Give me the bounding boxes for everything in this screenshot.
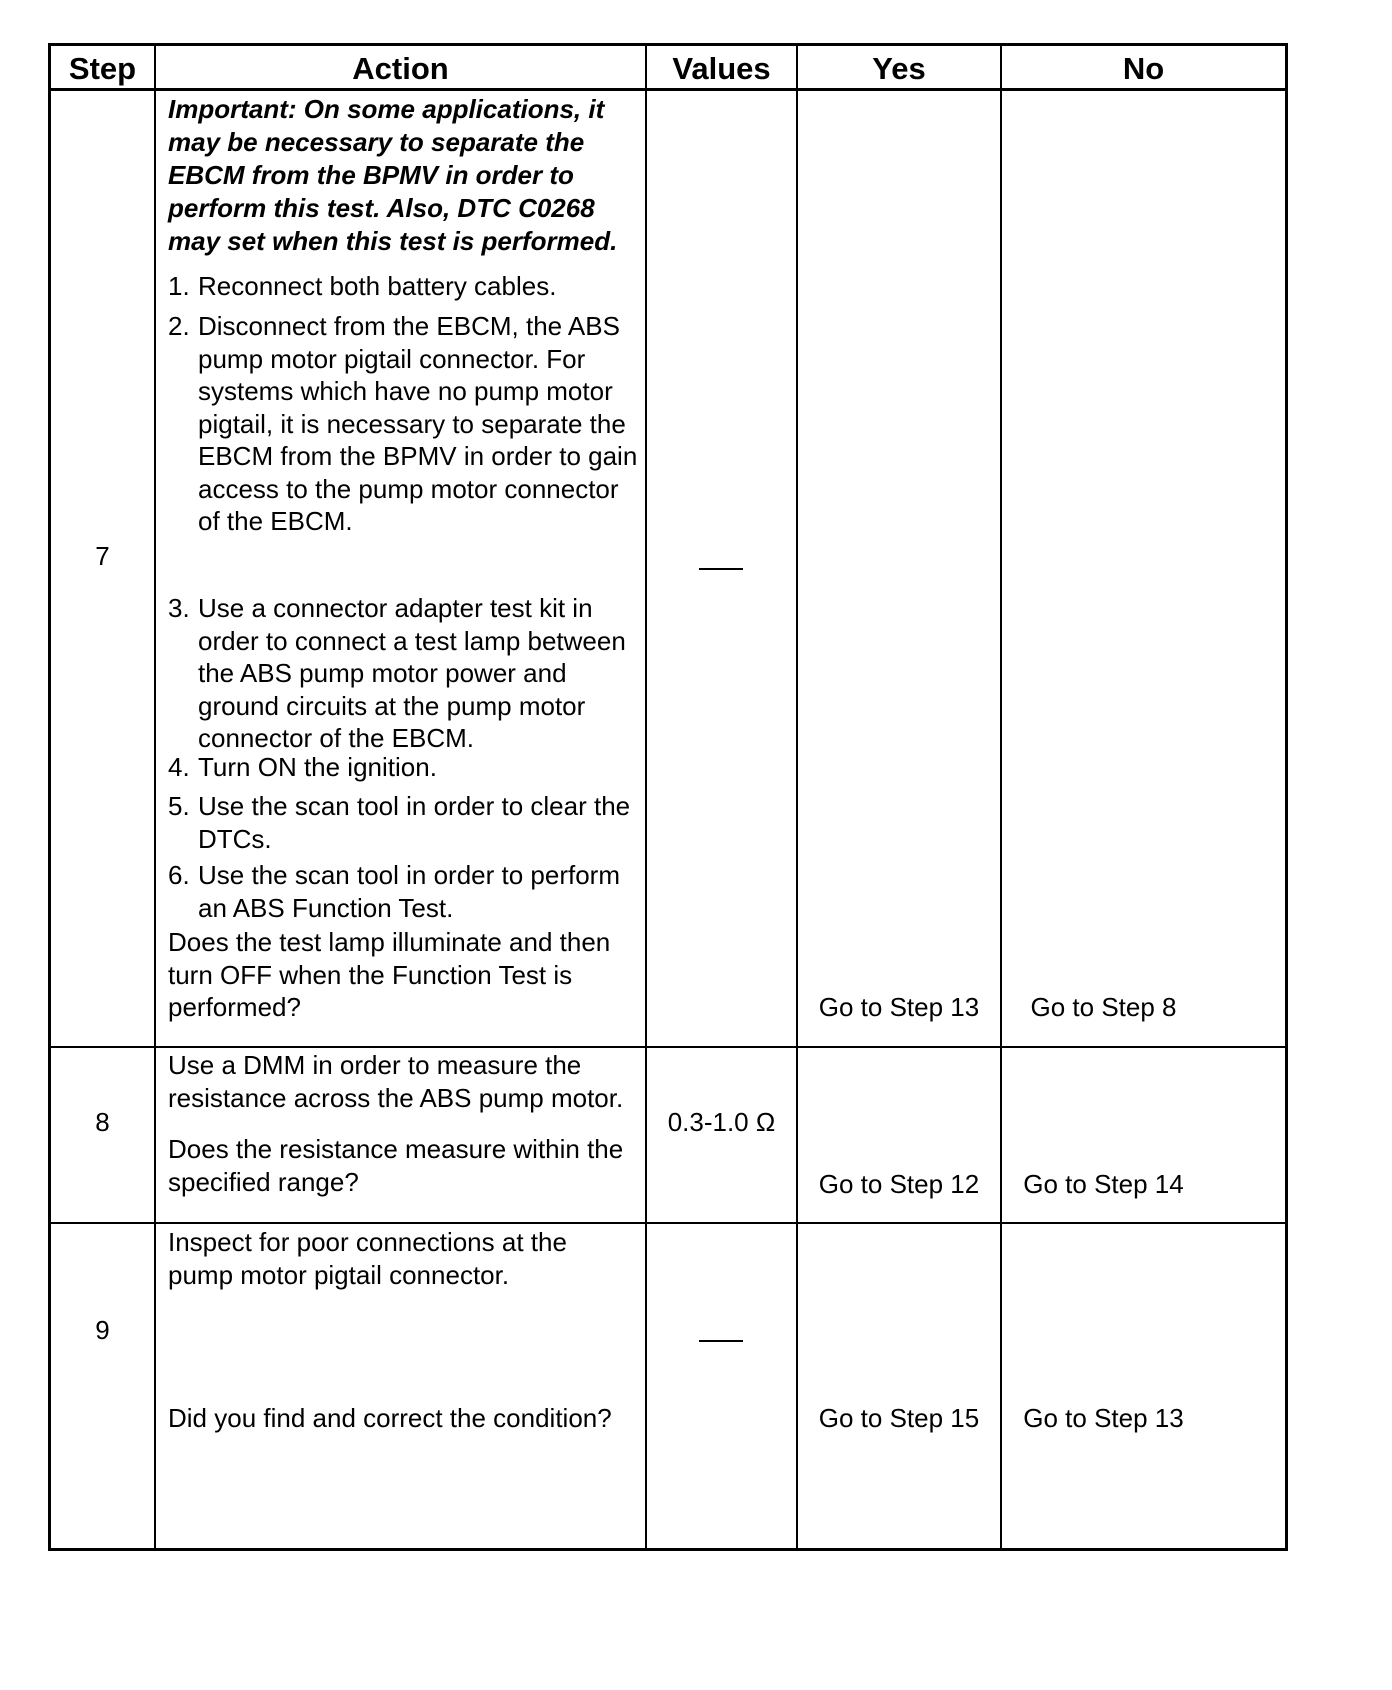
- list-item-line: EBCM from the BPMV in order to gain: [198, 441, 638, 471]
- important-line: may be necessary to separate the: [168, 127, 585, 157]
- important-line: EBCM from the BPMV in order to: [168, 160, 574, 190]
- step-number: 8: [95, 1107, 110, 1137]
- column-divider: [796, 46, 798, 1548]
- column-divider: [645, 46, 647, 1548]
- header-action: Action: [352, 51, 449, 86]
- yes-go-to-step: Go to Step 15: [818, 1403, 980, 1433]
- no-go-to-step: Go to Step 13: [1023, 1403, 1184, 1433]
- no-go-to-step: Go to Step 14: [1023, 1169, 1184, 1199]
- question-text: Does the test lamp illuminate and then turn OFF when the Function Test is performed?: [168, 927, 611, 1022]
- diagnostic-table: Step Action Values Yes No 7 Important: On some applications, it may be necessary to separate the EBCM from the BPMV in order to perform this test. Also, DTC C0268 may set when this test is performed. 1. Reconnect both battery cables. 2. Disconnect from the EBCM, the ABS pump motor pigtail connector. For systems which have no pump motor pigtail, it is necessary to separate the EBCM from the BPMV in order to gain access to the pump motor connector of the EBCM. 3. Use a connector adapter test kit in order to connect a test lamp between the ABS pump motor power and ground circuits at the pump motor connector of the EBCM. 4. Turn ON the ignition. 5. Use the scan tool in order to clear the DTCs. 6. Use the scan tool in order to perform an ABS Function Test. Does the test lamp illuminate and then turn OFF when the Function Test is performed? Go to Step 13 Go to Step 8 8 Use a DMM in order to measure the resistance across the ABS pump motor. Does the resistance measure within the specified range? 0.3-1.0 Ω Go to Step 12 Go to Step 14 9 Inspect for poor connections at the pump motor pigtail connector. Did you find and correct the condition? Go to Step 15 Go to Step 13: [48, 43, 1288, 1551]
- step-number: 7: [95, 541, 110, 571]
- row-divider: [51, 1222, 1285, 1224]
- important-note: [168, 93, 617, 258]
- yes-go-to-step: Go to Step 12: [818, 1169, 980, 1199]
- no-go-to-step: Go to Step 8: [1030, 992, 1177, 1022]
- important-line: may set when this test is performed.: [168, 226, 618, 256]
- action-text: Inspect for poor connections at the pump motor pigtail connector.: [168, 1227, 567, 1290]
- list-item-line: Use the scan tool in order to clear the: [198, 791, 631, 821]
- header-no: No: [1122, 51, 1165, 86]
- list-item-line: Turn ON the ignition.: [198, 752, 437, 782]
- values-empty-dash: [699, 568, 743, 570]
- list-item-line: systems which have no pump motor: [198, 376, 613, 406]
- column-divider: [154, 46, 156, 1548]
- list-item-line: of the EBCM.: [198, 506, 353, 536]
- question-text: Does the resistance measure within the specified range?: [168, 1134, 624, 1197]
- column-divider: [1000, 46, 1002, 1548]
- list-item-line: pigtail, it is necessary to separate the: [198, 408, 626, 439]
- list-item-line: ground circuits at the pump motor: [198, 690, 586, 721]
- header-divider: [51, 88, 1285, 91]
- header-values: Values: [672, 51, 771, 86]
- list-item-line: Use the scan tool in order to perform: [198, 860, 620, 890]
- header-step: Step: [68, 51, 137, 86]
- list-item-line: pump motor pigtail connector. For: [198, 343, 586, 374]
- list-item-line: Disconnect from the EBCM, the ABS: [198, 311, 620, 341]
- list-item-line: connector of the EBCM.: [198, 723, 475, 753]
- values-text: 0.3-1.0 Ω: [667, 1107, 776, 1137]
- question-text: Did you find and correct the condition?: [168, 1403, 612, 1433]
- important-line: Important: On some applications, it: [168, 94, 605, 124]
- list-item-line: Use a connector adapter test kit in: [198, 593, 593, 623]
- list-item-line: DTCs.: [198, 823, 272, 854]
- row-divider: [51, 1046, 1285, 1048]
- list-item-line: access to the pump motor connector: [198, 473, 619, 504]
- values-empty-dash: [699, 1340, 743, 1342]
- yes-go-to-step: Go to Step 13: [818, 992, 980, 1022]
- list-item-line: Reconnect both battery cables.: [198, 271, 557, 301]
- list-item-line: order to connect a test lamp between: [198, 625, 626, 656]
- action-text: Use a DMM in order to measure the resistance across the ABS pump motor.: [168, 1050, 624, 1113]
- list-item-line: an ABS Function Test.: [198, 892, 454, 923]
- important-line: perform this test. Also, DTC C0268: [168, 193, 595, 223]
- header-yes: Yes: [872, 51, 926, 86]
- step-number: 9: [95, 1315, 110, 1345]
- list-item-line: the ABS pump motor power and: [198, 658, 567, 688]
